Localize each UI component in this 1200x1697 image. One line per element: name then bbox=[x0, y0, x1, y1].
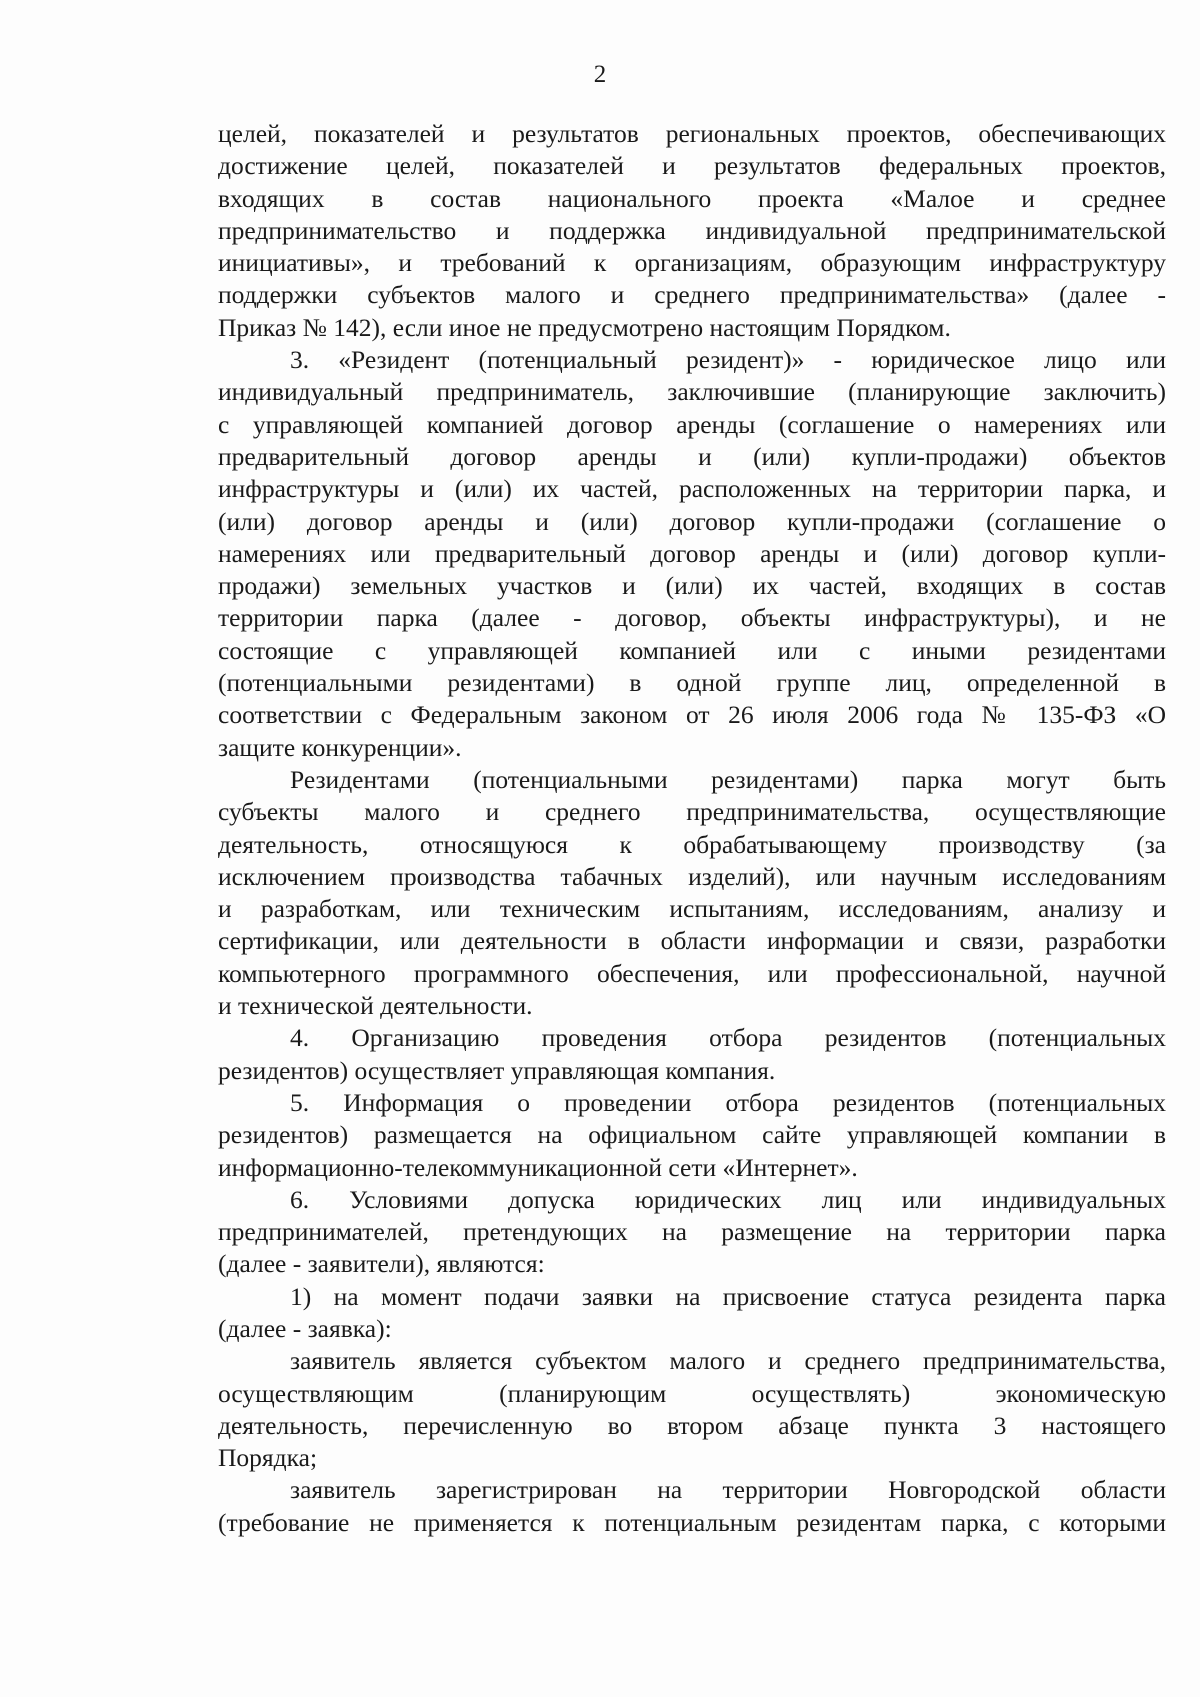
text-line: (потенциальными резидентами) в одной группе лиц, определенной в bbox=[218, 668, 1166, 698]
text-line: резидентов) размещается на официальном сайте управляющей компании в bbox=[218, 1120, 1166, 1150]
text-line: деятельность, относящуюся к обрабатывающему производству (за bbox=[218, 829, 1166, 859]
text-line: сертификации, или деятельности в области информации и связи, разработки bbox=[218, 926, 1166, 956]
text-line: информационно-телекоммуникационной сети «Интернет». bbox=[218, 1152, 858, 1182]
text-line: деятельность, перечисленную во втором абзаце пункта 3 настоящего bbox=[218, 1410, 1166, 1440]
text-line: Приказ № 142), если иное не предусмотрено настоящим Порядком. bbox=[218, 312, 951, 342]
text-line: резидентов) осуществляет управляющая компания. bbox=[218, 1055, 776, 1085]
text-line: и технической деятельности. bbox=[218, 991, 533, 1021]
text-line: защите конкуренции». bbox=[218, 732, 462, 762]
text-line: 6. Условиями допуска юридических лиц или индивидуальных bbox=[290, 1184, 1166, 1214]
text-line: 4. Организацию проведения отбора резидентов (потенциальных bbox=[290, 1023, 1166, 1053]
text-line: предварительный договор аренды и (или) купли-продажи) объектов bbox=[218, 441, 1166, 471]
text-line: компьютерного программного обеспечения, или профессиональной, научной bbox=[218, 958, 1166, 988]
text-line: 5. Информация о проведении отбора резидентов (потенциальных bbox=[290, 1087, 1166, 1117]
text-line: 1) на момент подачи заявки на присвоение статуса резидента парка bbox=[290, 1281, 1166, 1311]
text-line: предпринимательство и поддержка индивидуальной предпринимательской bbox=[218, 215, 1166, 245]
text-line: субъекты малого и среднего предпринимательства, осуществляющие bbox=[218, 797, 1166, 827]
text-line: (далее - заявка): bbox=[218, 1313, 392, 1343]
text-line: достижение целей, показателей и результатов федеральных проектов, bbox=[218, 151, 1166, 181]
text-line: (далее - заявители), являются: bbox=[218, 1249, 545, 1279]
text-line: (или) договор аренды и (или) договор купли-продажи (соглашение о bbox=[218, 506, 1166, 536]
text-line: (требование не применяется к потенциальным резидентам парка, с которыми bbox=[218, 1507, 1166, 1537]
text-line: поддержки субъектов малого и среднего предпринимательства» (далее - bbox=[218, 280, 1166, 310]
text-line: намерениях или предварительный договор аренды и (или) договор купли- bbox=[218, 538, 1166, 568]
text-line: инфраструктуры и (или) их частей, расположенных на территории парка, и bbox=[218, 474, 1166, 504]
text-line: территории парка (далее - договор, объекты инфраструктуры), и не bbox=[218, 603, 1166, 633]
text-line: состоящие с управляющей компанией или с иными резидентами bbox=[218, 635, 1166, 665]
text-line: предпринимателей, претендующих на размещение на территории парка bbox=[218, 1217, 1166, 1247]
text-line: заявитель является субъектом малого и среднего предпринимательства, bbox=[290, 1346, 1166, 1376]
document-body bbox=[218, 118, 1166, 1539]
text-line: целей, показателей и результатов региональных проектов, обеспечивающих bbox=[218, 119, 1166, 148]
text-line: заявитель зарегистрирован на территории Новгородской области bbox=[290, 1475, 1166, 1505]
text-line: соответствии с Федеральным законом от 26 июля 2006 года № 135-ФЗ «О bbox=[218, 700, 1166, 730]
text-line: с управляющей компанией договор аренды (соглашение о намерениях или bbox=[218, 409, 1166, 439]
text-line: инициативы», и требований к организациям, образующим инфраструктуру bbox=[218, 248, 1166, 278]
text-line: Порядка; bbox=[218, 1443, 318, 1473]
text-line: осуществляющим (планирующим осуществлять) экономическую bbox=[218, 1378, 1166, 1408]
page-number: 2 bbox=[593, 61, 607, 88]
text-line: и разработкам, или техническим испытаниям, исследованиям, анализу и bbox=[218, 894, 1166, 924]
text-line: входящих в состав национального проекта «Малое и среднее bbox=[218, 183, 1166, 213]
text-line: индивидуальный предприниматель, заключившие (планирующие заключить) bbox=[218, 377, 1166, 407]
text-line: Резидентами (потенциальными резидентами) парка могут быть bbox=[290, 764, 1166, 794]
text-line: 3. «Резидент (потенциальный резидент)» - юридическое лицо или bbox=[290, 345, 1166, 375]
text-line: продажи) земельных участков и (или) их частей, входящих в состав bbox=[218, 571, 1166, 601]
text-line: исключением производства табачных изделий), или научным исследованиям bbox=[218, 861, 1166, 891]
